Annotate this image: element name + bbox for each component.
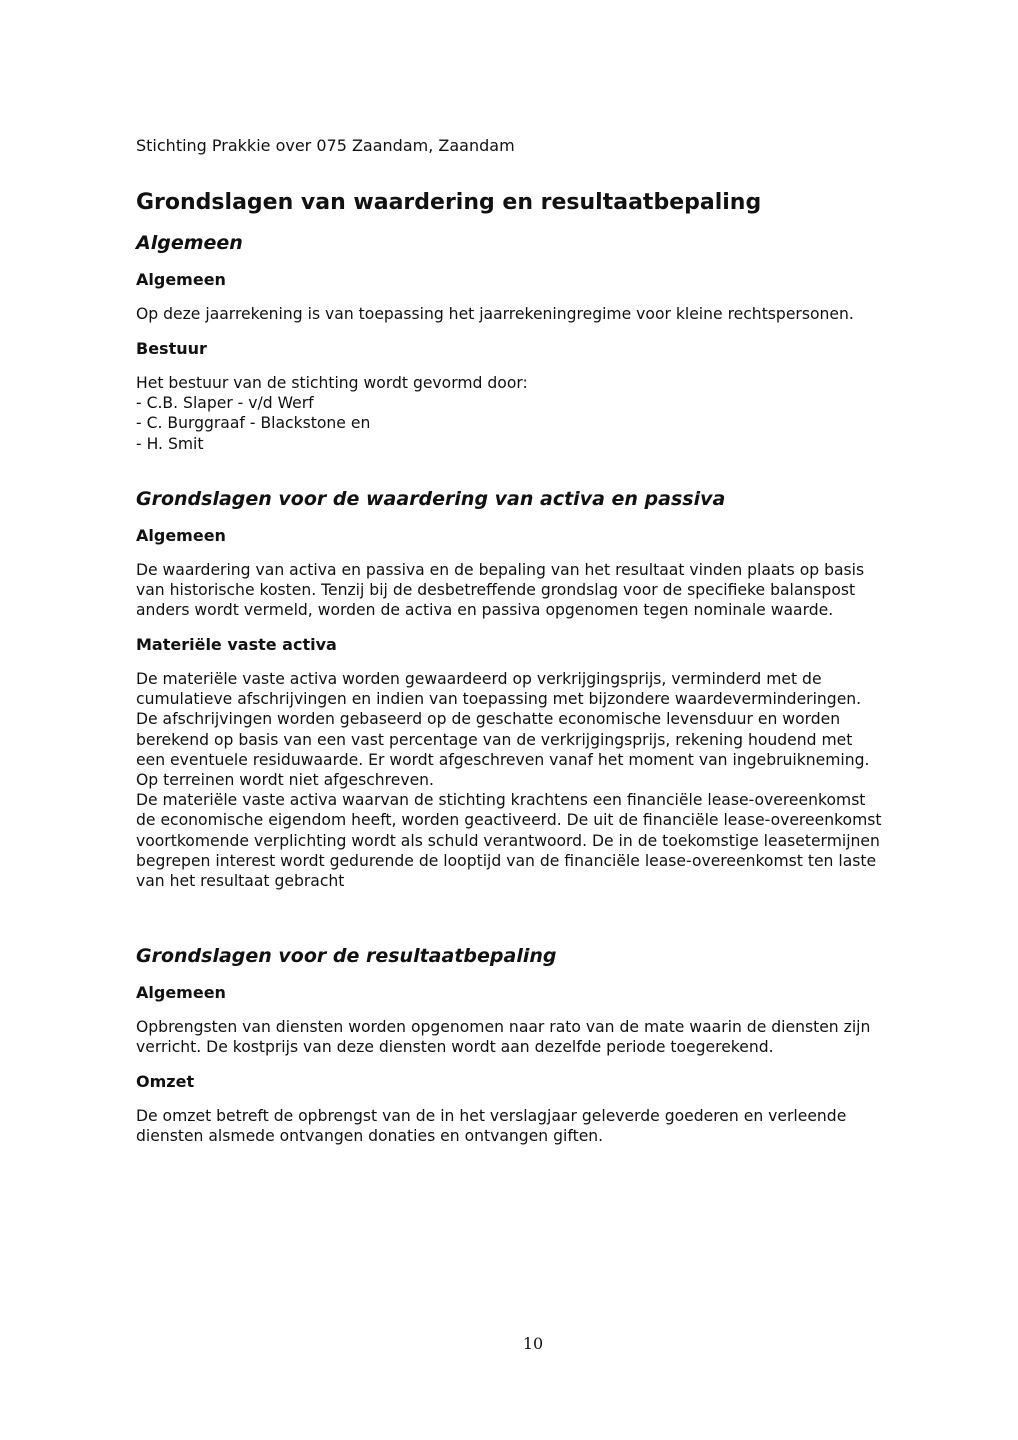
section-heading-activa-passiva: Grondslagen voor de waardering van activa en passiva (136, 488, 726, 510)
page-number: 10 (522, 1334, 544, 1353)
section-heading-resultaatbepaling: Grondslagen voor de resultaatbepaling (136, 945, 557, 967)
subheading-algemeen-resultaat: Algemeen (136, 983, 226, 1002)
subheading-bestuur: Bestuur (136, 339, 207, 358)
paragraph-opbrengsten: Opbrengsten van diensten worden opgenomen naar rato van de mate waarin de diensten zijn verricht. De kostprijs van deze diensten wordt aan dezelfde periode toegerekend. (136, 1018, 871, 1057)
subheading-algemeen-activa: Algemeen (136, 526, 226, 545)
page-title: Grondslagen van waardering en resultaatbepaling (136, 190, 762, 215)
paragraph-bestuur: Het bestuur van de stichting wordt gevormd door: - C.B. Slaper - v/d Werf - C. Burggraaf - Blackstone en - H. Smit (136, 374, 528, 453)
subheading-algemeen: Algemeen (136, 270, 226, 289)
paragraph-omzet: De omzet betreft de opbrengst van de in het verslagjaar geleverde goederen en verleende diensten alsmede ontvangen donaties en ontvangen giften. (136, 1107, 847, 1146)
paragraph-waardering: De waardering van activa en passiva en de bepaling van het resultaat vinden plaats op basis van historische kosten. Tenzij bij de desbetreffende grondslag voor de specifieke balanspost anders wordt vermeld, worden de activa en passiva opgenomen tegen nominale waarde. (136, 561, 865, 620)
subheading-omzet: Omzet (136, 1072, 195, 1091)
paragraph-materiele-vaste-activa: De materiële vaste activa worden gewaardeerd op verkrijgingsprijs, verminderd met de cumulatieve afschrijvingen en indien van toepassing met bijzondere waardeverminderingen. De afschrijvingen worden gebaseerd op de geschatte economische levensduur en worden berekend op basis van een vast percentage van de verkrijgingsprijs, rekening houdend met een eventuele residuwaarde. Er wordt afgeschreven vanaf het moment van ingebruikneming. Op terreinen wordt niet afgeschreven. De materiële vaste activa waarvan de stichting krachtens een financiële lease-overeenkomst de economische eigendom heeft, worden geactiveerd. De uit de financiële lease-overeenkomst voortkomende verplichting wordt als schuld verantwoord. De in de toekomstige leasetermijnen begrepen interest wordt gedurende de looptijd van de financiële lease-overeenkomst ten laste van het resultaat gebracht (136, 670, 882, 891)
paragraph-regime: Op deze jaarrekening is van toepassing het jaarrekeningregime voor kleine rechtspersonen. (136, 305, 854, 323)
document-header: Stichting Prakkie over 075 Zaandam, Zaandam (136, 136, 515, 155)
section-heading-algemeen: Algemeen (136, 232, 243, 254)
subheading-materiele-vaste-activa: Materiële vaste activa (136, 635, 337, 654)
